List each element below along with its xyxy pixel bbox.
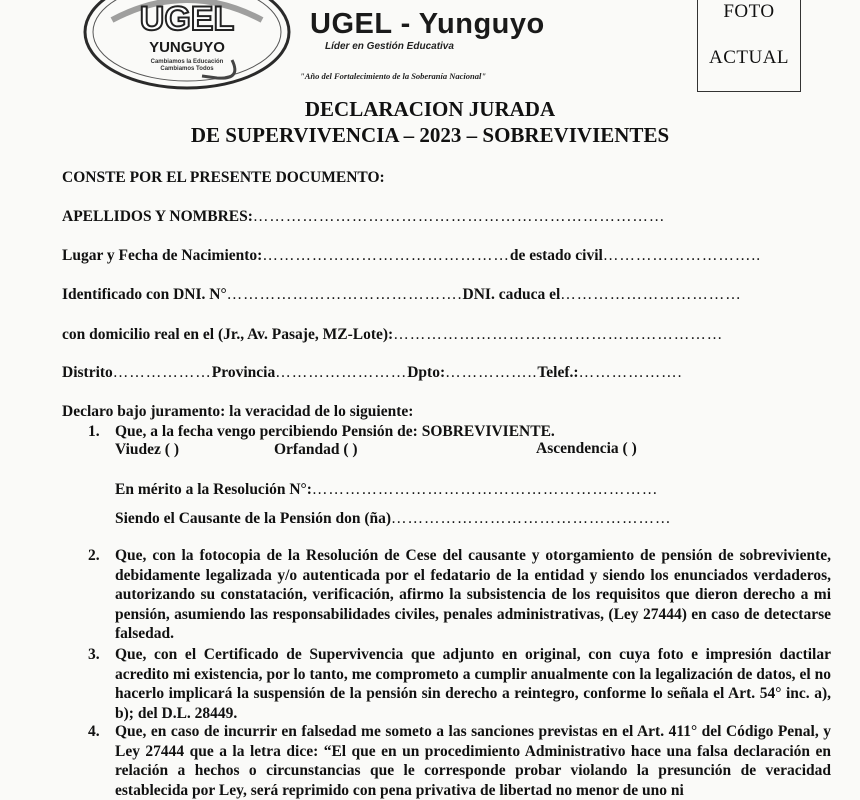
photo-label-2: ACTUAL: [708, 47, 790, 68]
dept-label: Dpto:: [407, 364, 446, 381]
location-field: Distrito………………Provincia……………………Dpto:……………..Telef.:……………….: [62, 364, 683, 381]
logo-tagline-2: Cambiamos Todos: [160, 66, 214, 72]
intro-text: CONSTE POR EL PRESENTE DOCUMENTO:: [62, 169, 385, 186]
logo-word-top: UGEL: [139, 0, 235, 38]
option-viudez: Viudez ( ): [115, 441, 179, 458]
org-title: UGEL - Yunguyo: [310, 8, 545, 40]
resolution-label: En mérito a la Resolución N°:: [115, 481, 312, 498]
causante-field: Siendo el Causante de la Pensión don (ña)……………………………………………: [115, 510, 672, 527]
causante-label: Siendo el Causante de la Pensión don (ña): [115, 510, 392, 527]
year-motto: "Año del Fortalecimiento de la Soberanía Nacional": [300, 71, 487, 81]
item-1-text: Que, a la fecha vengo percibiendo Pensión de: SOBREVIVIENTE.: [115, 423, 555, 440]
item-2-number: 2.: [88, 547, 100, 564]
item-4-text: Que, en caso de incurrir en falsedad me someto a las sanciones previstas en el Art. 411° del Código Penal, y Ley 27444 que a la letra dice: “El que en un procedimiento Administrativo hace una falsa declaración en relación a hechos o circunstancias que le corresponde probar violando la presunción de veracidad establecida por Ley, será reprimido con pena privativa de libertad no menor de uno ni: [115, 723, 831, 799]
ugel-logo: [82, 0, 292, 92]
item-4-number: 4.: [88, 723, 100, 740]
names-field: APELLIDOS Y NOMBRES:…………………………………………………………………: [62, 208, 666, 225]
logo-word-bottom: YUNGUYO: [149, 39, 225, 56]
item-3-text: Que, con el Certificado de Supervivencia que adjunto en original, con cuya foto e impresión dactilar acredito mi existencia, por lo tanto, me comprometo a cumplir anualmente con la legalización de datos, el no hacerlo implicará la suspensión de la pensión sin derecho a reintegro, conforme lo señala el Art. 54° inc. a), b); del D.L. 28449.: [115, 646, 831, 722]
document-title-line-1: DECLARACION JURADA: [304, 97, 556, 121]
civil-label: de estado civil: [509, 247, 603, 264]
address-field: con domicilio real en el (Jr., Av. Pasaje, MZ-Lote):……………………………………………………: [62, 326, 724, 343]
phone-label: Telef.:: [537, 364, 579, 381]
item-2-text: Que, con la fotocopia de la Resolución de Cese del causante y otorgamiento de pensión de sobreviviente, debidamente legalizada y/o autenticada por el fedatario de la entidad y siendo los enunciados verdaderos, autorizando su constatación, verificación, afirmo la subsistencia de los requisitos que dieron derecho a mi pensión, asumiendo las responsabilidades civiles, penales administrativas, (Ley 27444) en caso de detectarse falsedad.: [115, 547, 831, 642]
address-label: con domicilio real en el (Jr., Av. Pasaje, MZ-Lote):: [62, 326, 394, 343]
photo-label-1: FOTO: [723, 1, 775, 22]
district-label: Distrito: [62, 364, 113, 381]
org-subtitle: Líder en Gestión Educativa: [325, 41, 454, 52]
logo-tagline-1: Cambiamos la Educación: [150, 59, 224, 65]
province-label: Provincia: [211, 364, 276, 381]
option-orfandad: Orfandad ( ): [274, 441, 358, 458]
dni-field: Identificado con DNI. N°…………………………………….DNI. caduca el……………………………: [62, 286, 742, 303]
resolution-field: En mérito a la Resolución N°:………………………………………………………: [115, 481, 659, 498]
names-label: APELLIDOS Y NOMBRES:: [62, 208, 253, 225]
declaration-intro: Declaro bajo juramento: la veracidad de lo siguiente:: [62, 403, 414, 420]
item-3-number: 3.: [88, 646, 100, 663]
dni-label: Identificado con DNI. N°: [62, 286, 227, 303]
option-ascendencia: Ascendencia ( ): [536, 440, 637, 457]
birth-field: Lugar y Fecha de Nacimiento:………………………………………de estado civil………………………..: [62, 247, 762, 264]
document-title-line-2: DE SUPERVIVENCIA – 2023 – SOBREVIVIENTES: [190, 123, 670, 147]
item-1-number: 1.: [88, 423, 100, 440]
birth-label: Lugar y Fecha de Nacimiento:: [62, 247, 263, 264]
dni-expiry-label: DNI. caduca el: [462, 286, 561, 303]
photo-box: [697, 0, 801, 92]
